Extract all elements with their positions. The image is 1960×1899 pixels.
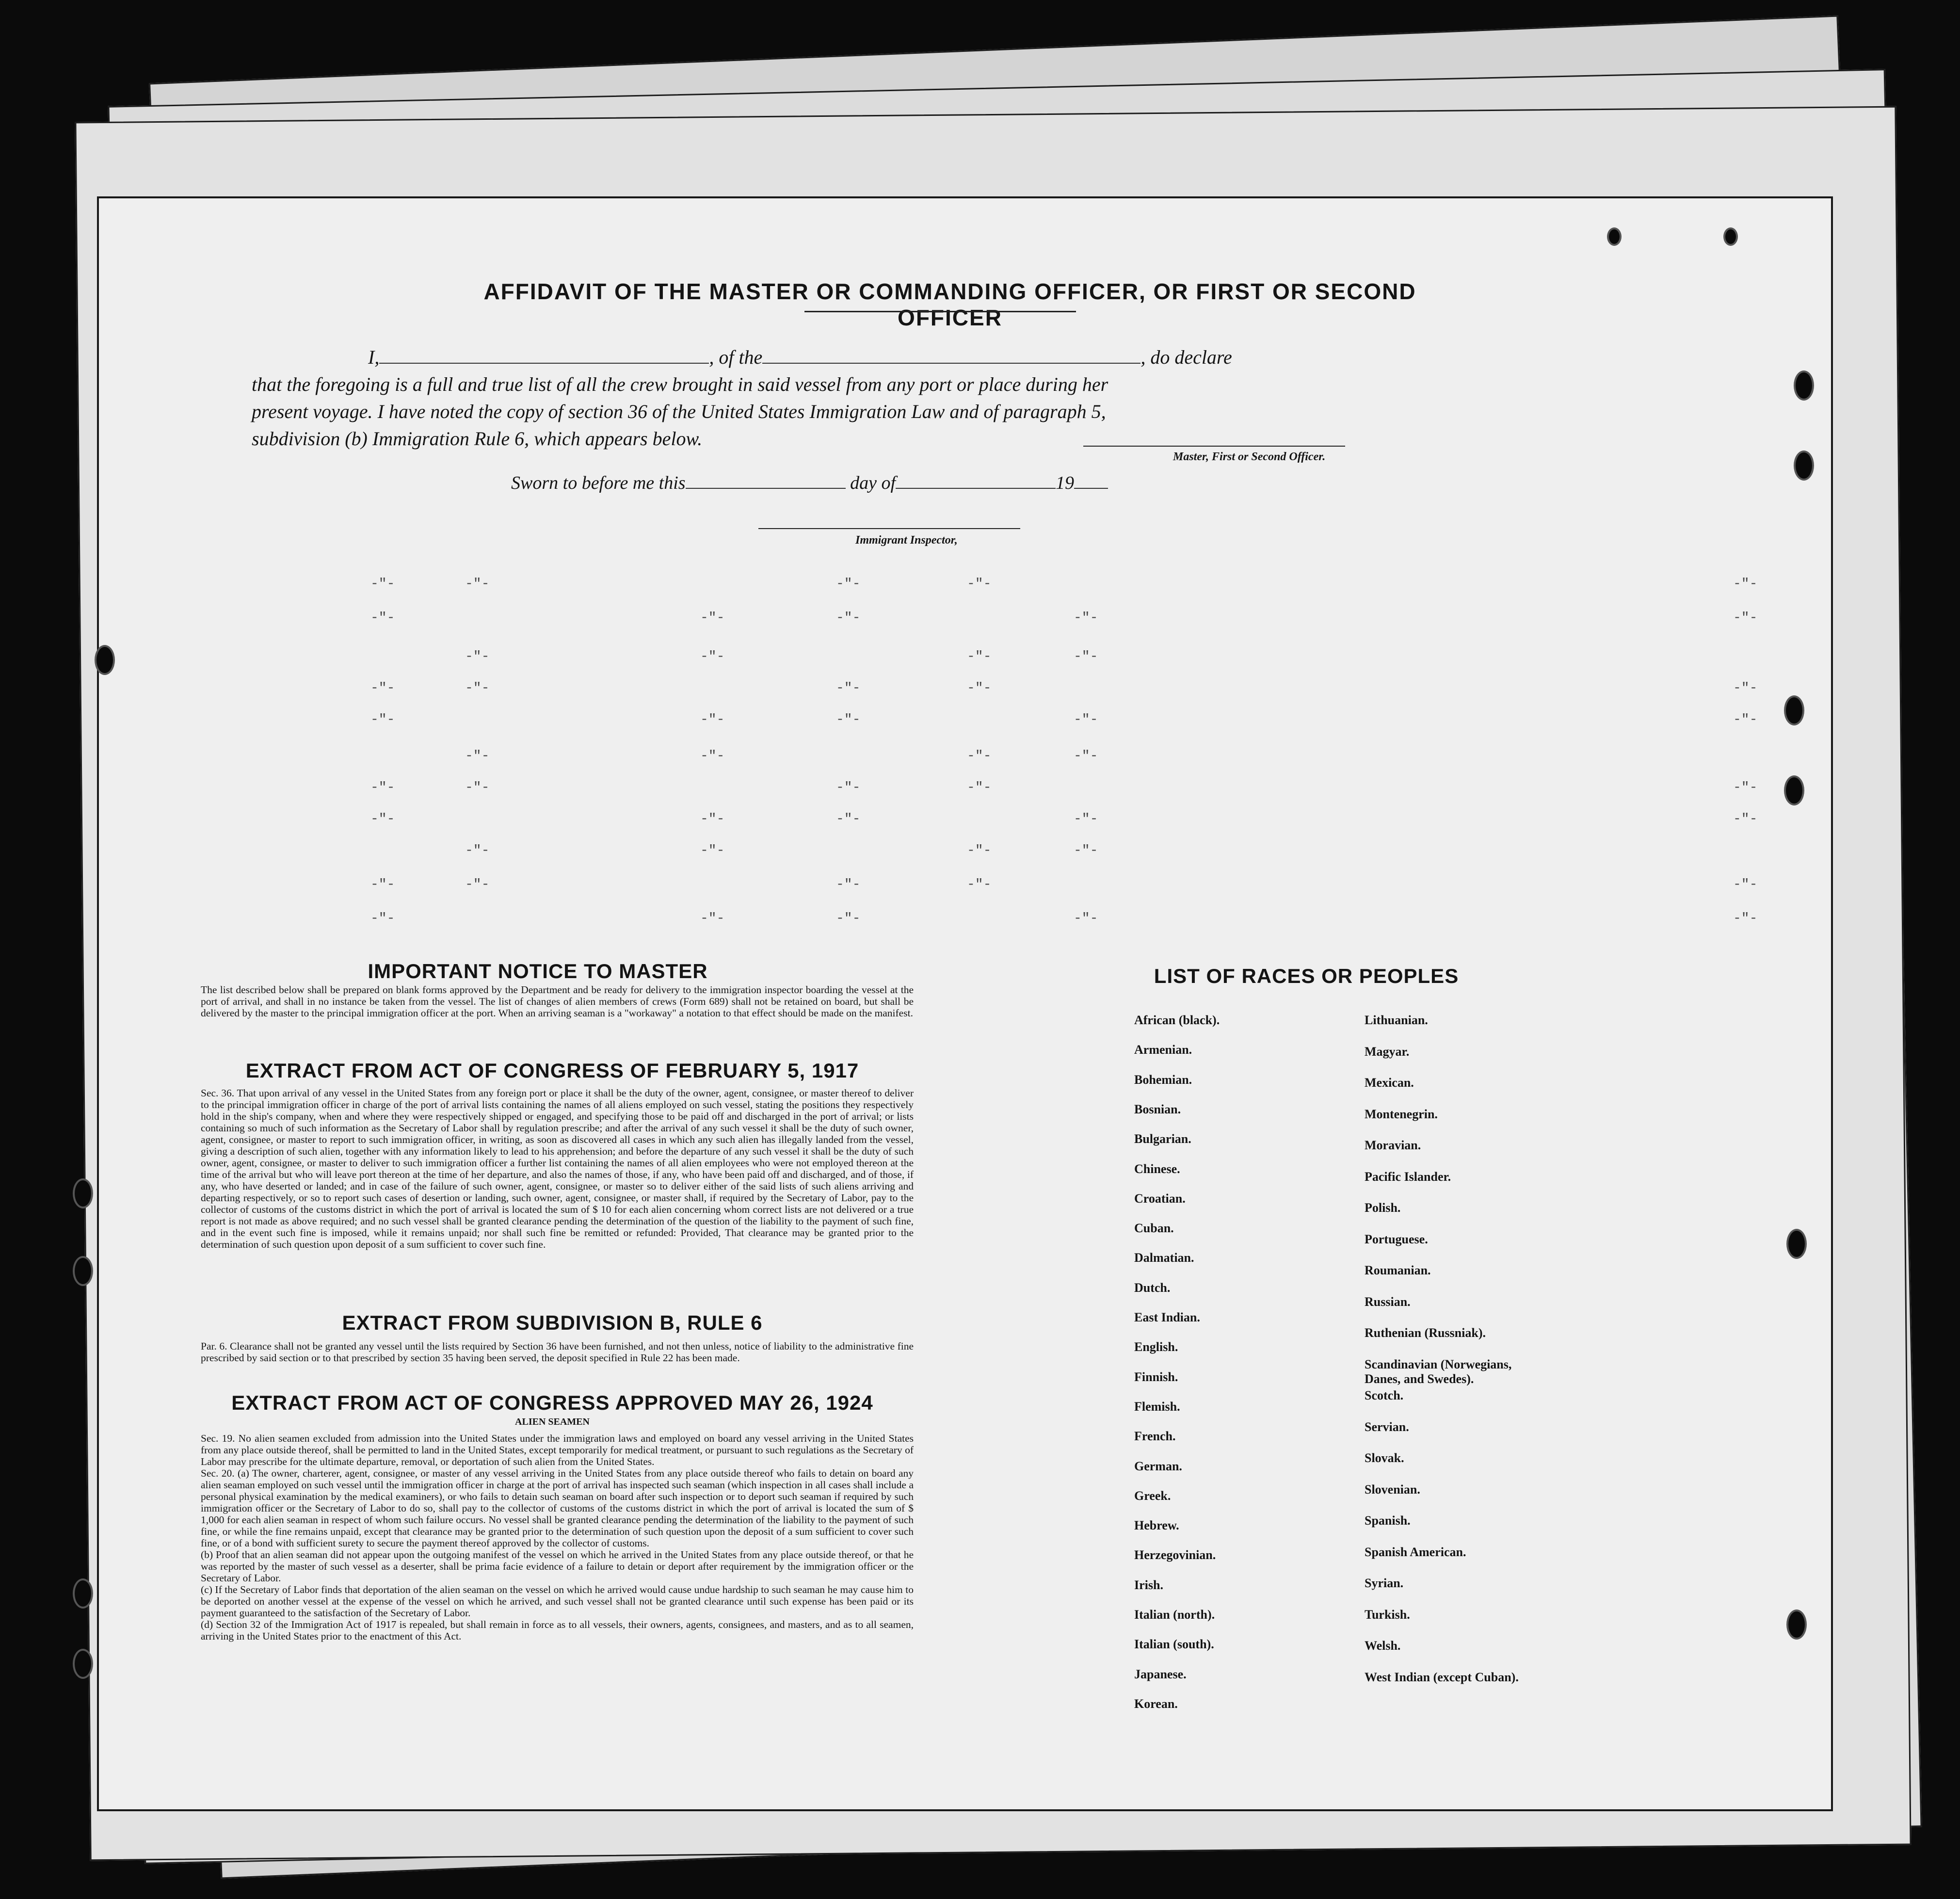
extract-1917-body: Sec. 36. That upon arrival of any vessel in the United States from any foreign port or place it shall be the duty of the owner, agent, consignee, or master thereof to deliver to the principal immigration officer in charge of the port of arrival lists containing the names of all aliens employed on such vessel, stating the positions they respectively hold in the ship's company, when and where they were respectively shipped or engaged, and specifying those to be paid off and discharged in the port of arrival; or lists containing so much of such information as the Secretary of Labor shall by regulation prescribe; and after the arrival of any such vessel it shall be the duty of such owner, agent, consignee, or master to report to such immigration officer, in writing, as soon as discovered all cases in which any such alien has illegally landed from the vessel, giving a description of such alien, together with any information likely to lead to his apprehension; and before the departure of any such vessel it shall be the duty of such owner, agent, consignee, or master to deliver to such immigration officer a further list containing the names of all alien employees who were not employed thereon at the time of the arrival but who will leave port thereon at the time of her departure, and also the names of those, if any, who have been paid off and discharged, and of those, if any, who have deserted or landed; and in case of the failure of such owner, agent, consignee, or master so to deliver either of the said lists of such aliens arriving and departing respectively, or so to report such cases of desertion or landing, such owner, agent, consignee, or master shall, if required by the Secretary of Labor, pay to the collector of customs of the customs district in which the port of arrival is located the sum of $ 10 for each alien concerning whom correct lists are not delivered or a true report is not made as above required; and no such vessel shall be granted clearance pending the determination of the question of the liability to the payment of such fine, and in the event such fine is imposed, while it remains unpaid; nor shall such fine be remitted or refunded: Provided, That clearance may be granted prior to the determination of such question upon deposit of a sum sufficient to cover such fine. xyxy=(201,1087,914,1250)
race-left-item: African (black). xyxy=(1134,1013,1220,1027)
affidavit-line-3: present voyage. I have noted the copy of section 36 of the United States Immigration Law and of paragraph 5, xyxy=(252,401,1106,422)
sec-19: Sec. 19. No alien seamen excluded from admission into the United States under the immigration laws and employed on board any vessel arriving in the United States from any place outside thereof, shall be permitted to land in the United States, except temporarily for medical treatment, or pursuant to such regulations as the Secretary of Labor may prescribe for the ultimate departure, removal, or deportation of such alien from the United States. xyxy=(201,1432,914,1467)
extract-1924-subtitle: ALIEN SEAMEN xyxy=(515,1416,590,1427)
race-right-item: Roumanian. xyxy=(1365,1263,1431,1277)
ditto-mark: -"- xyxy=(836,780,861,795)
ditto-mark: -"- xyxy=(465,877,490,892)
race-left-item: Italian (north). xyxy=(1134,1608,1215,1622)
ditto-mark: -"- xyxy=(967,843,992,858)
ditto-mark: -"- xyxy=(1733,877,1758,892)
extract-rule6-body: Par. 6. Clearance shall not be granted any vessel until the lists required by Section 36 have been furnished, and not then unless, notice of liability to the administrative fine prescribed by said section or to that prescribed by section 35 having been served, the deposit specified in Rule 22 has been made. xyxy=(201,1340,914,1364)
sworn-day-field[interactable] xyxy=(686,474,846,489)
ditto-mark: -"- xyxy=(1074,843,1098,858)
race-left-item: Greek. xyxy=(1134,1488,1171,1503)
notice-body: The list described below shall be prepared on blank forms approved by the Department and be ready for delivery to the immigration inspector boarding the vessel at the port of arrival, and shall in no instance be taken from the vessel. The list of changes of alien members of crews (Form 689) shall not be retained on board, but shall be delivered by the master to the principal immigration officer at the port. When an arriving seaman is a "workaway" a notation to that effect should be made on the manifest. xyxy=(201,984,914,1019)
ditto-mark: -"- xyxy=(700,712,725,727)
race-left-item: Finnish. xyxy=(1134,1369,1178,1384)
ditto-mark: -"- xyxy=(465,749,490,764)
races-title: LIST OF RACES OR PEOPLES xyxy=(1154,965,1459,987)
ditto-mark: -"- xyxy=(370,780,395,795)
name-field[interactable] xyxy=(379,345,709,364)
race-left-item: Armenian. xyxy=(1134,1043,1192,1057)
punch-hole xyxy=(1784,695,1804,725)
ditto-mark: -"- xyxy=(1733,812,1758,827)
race-left-item: German. xyxy=(1134,1459,1182,1473)
race-right-item: Scandinavian (Norwegians, Danes, and Swedes). xyxy=(1365,1357,1512,1386)
sworn-label: Sworn to before me this xyxy=(511,473,686,493)
ditto-mark: -"- xyxy=(700,649,725,664)
sec-20b: (b) Proof that an alien seaman did not appear upon the outgoing manifest of the vessel on which he arrived in the United States from any place outside thereof, or that he was reported by the master of such vessel as a deserter, shall be prima facie evidence of a failure to detain or deport after requirement by the immigration officer or the Secretary of Labor. xyxy=(201,1549,914,1584)
ditto-mark: -"- xyxy=(1074,812,1098,827)
race-right-item: Polish. xyxy=(1365,1201,1401,1215)
title-underline xyxy=(804,311,1076,312)
punch-hole xyxy=(1607,227,1622,246)
race-left-item: Flemish. xyxy=(1134,1399,1180,1414)
sec-20d: (d) Section 32 of the Immigration Act of 1917 is repealed, but shall remain in force as to all vessels, their owners, agents, consignees, and masters, and as to all seamen, arriving in the United States prior to the enactment of this Act. xyxy=(201,1619,914,1642)
race-left-item: Bosnian. xyxy=(1134,1102,1181,1116)
ditto-mark: -"- xyxy=(1074,911,1098,926)
race-left-item: Dutch. xyxy=(1134,1280,1171,1295)
ditto-mark: -"- xyxy=(836,812,861,827)
year-label: 19 xyxy=(1056,473,1075,493)
of-the-label: , of the xyxy=(709,346,763,368)
affidavit-title: AFFIDAVIT OF THE MASTER OR COMMANDING OFFICER, OR FIRST OR SECOND OFFICER xyxy=(483,279,1416,330)
ditto-mark: -"- xyxy=(1074,712,1098,727)
ditto-mark: -"- xyxy=(1733,780,1758,795)
punch-hole xyxy=(95,645,115,675)
race-right-item: Montenegrin. xyxy=(1365,1107,1438,1121)
punch-hole xyxy=(1794,370,1814,401)
punch-hole xyxy=(1784,775,1804,805)
ditto-mark: -"- xyxy=(836,712,861,727)
race-right-item: Mexican. xyxy=(1365,1076,1414,1090)
ditto-mark: -"- xyxy=(836,577,861,592)
extract-1917-title: EXTRACT FROM ACT OF CONGRESS OF FEBRUARY 5, 1917 xyxy=(245,1059,859,1082)
ditto-mark: -"- xyxy=(1733,712,1758,727)
extract-1924-body xyxy=(201,1432,914,1642)
race-left-item: Bulgarian. xyxy=(1134,1132,1191,1146)
race-left-item: Cuban. xyxy=(1134,1221,1174,1236)
ditto-mark: -"- xyxy=(370,577,395,592)
punch-hole xyxy=(73,1578,93,1609)
ditto-mark: -"- xyxy=(967,780,992,795)
ditto-mark: -"- xyxy=(1074,749,1098,764)
ditto-mark: -"- xyxy=(465,780,490,795)
ditto-mark: -"- xyxy=(967,877,992,892)
notice-title: IMPORTANT NOTICE TO MASTER xyxy=(368,960,708,982)
race-right-item: Slovak. xyxy=(1365,1451,1404,1465)
sec-20c: (c) If the Secretary of Labor finds that deportation of the alien seaman on the vessel on which he arrived would cause undue hardship to such seaman he may cause him to be deported on another vessel at the expense of the vessel on which he arrived, and such vessel shall not be granted clearance until such expense has been paid or its payment guaranteed to the satisfaction of the Secretary of Labor. xyxy=(201,1584,914,1619)
ditto-mark: -"- xyxy=(967,577,992,592)
ditto-mark: -"- xyxy=(465,577,490,592)
inspector-signature-line[interactable] xyxy=(758,528,1020,529)
race-right-item: Moravian. xyxy=(1365,1138,1421,1152)
punch-hole xyxy=(1794,451,1814,481)
race-right-item: Lithuanian. xyxy=(1365,1013,1428,1027)
race-left-item: Korean. xyxy=(1134,1696,1178,1711)
ditto-mark: -"- xyxy=(370,712,395,727)
race-right-item: Spanish. xyxy=(1365,1513,1411,1528)
race-right-item: Slovenian. xyxy=(1365,1482,1420,1497)
race-right-item: Magyar. xyxy=(1365,1044,1410,1059)
race-right-item: Turkish. xyxy=(1365,1607,1410,1622)
ditto-mark: -"- xyxy=(1733,911,1758,926)
extract-1924-title: EXTRACT FROM ACT OF CONGRESS APPROVED MAY 26, 1924 xyxy=(231,1391,873,1414)
ditto-mark: -"- xyxy=(1074,649,1098,664)
ditto-mark: -"- xyxy=(465,681,490,696)
punch-hole xyxy=(73,1178,93,1208)
ditto-mark: -"- xyxy=(967,649,992,664)
race-right-item: Syrian. xyxy=(1365,1576,1404,1590)
ditto-mark: -"- xyxy=(836,911,861,926)
race-left-item: East Indian. xyxy=(1134,1310,1200,1324)
race-right-item: Ruthenian (Russniak). xyxy=(1365,1326,1486,1340)
race-right-item: Portuguese. xyxy=(1365,1232,1428,1246)
affidavit-line-1 xyxy=(368,344,1483,371)
race-right-item: Spanish American. xyxy=(1365,1545,1466,1559)
race-left-item: Irish. xyxy=(1134,1577,1163,1592)
affidavit-i-label: I, xyxy=(368,346,380,368)
ditto-mark: -"- xyxy=(370,611,395,626)
ditto-mark: -"- xyxy=(1074,611,1098,626)
race-right-item: Welsh. xyxy=(1365,1639,1401,1653)
ditto-mark: -"- xyxy=(836,681,861,696)
affidavit-body xyxy=(252,344,1483,452)
sworn-month-field[interactable] xyxy=(896,474,1056,489)
ditto-mark: -"- xyxy=(700,611,725,626)
affidavit-line-2: that the foregoing is a full and true list of all the crew brought in said vessel from any port or place during her xyxy=(252,373,1109,395)
ditto-mark: -"- xyxy=(967,681,992,696)
punch-hole xyxy=(1786,1229,1807,1259)
ditto-mark: -"- xyxy=(370,877,395,892)
race-left-item: French. xyxy=(1134,1429,1176,1444)
ditto-mark: -"- xyxy=(465,649,490,664)
race-right-item: Servian. xyxy=(1365,1419,1409,1434)
ditto-mark: -"- xyxy=(1733,681,1758,696)
ditto-mark: -"- xyxy=(700,911,725,926)
ditto-mark: -"- xyxy=(700,749,725,764)
ditto-mark: -"- xyxy=(370,681,395,696)
race-left-item: Hebrew. xyxy=(1134,1518,1179,1533)
race-left-item: Herzegovinian. xyxy=(1134,1548,1216,1562)
ditto-mark: -"- xyxy=(967,749,992,764)
sworn-year-field[interactable] xyxy=(1074,474,1108,489)
race-left-item: Bohemian. xyxy=(1134,1072,1192,1087)
race-right-item: Scotch. xyxy=(1365,1388,1404,1402)
extract-rule6-title: EXTRACT FROM SUBDIVISION B, RULE 6 xyxy=(342,1311,763,1334)
ditto-mark: -"- xyxy=(836,611,861,626)
race-left-item: Dalmatian. xyxy=(1134,1251,1194,1265)
ditto-mark: -"- xyxy=(1733,577,1758,592)
day-of-label: day of xyxy=(850,473,896,493)
race-left-item: Croatian. xyxy=(1134,1191,1186,1206)
declare-label: , do declare xyxy=(1141,346,1232,368)
affidavit-line-4: subdivision (b) Immigration Rule 6, which appears below. xyxy=(252,428,703,450)
ditto-mark: -"- xyxy=(370,911,395,926)
master-signature-line[interactable] xyxy=(1083,446,1345,447)
ditto-mark: -"- xyxy=(465,843,490,858)
race-left-item: Italian (south). xyxy=(1134,1637,1214,1652)
sworn-line xyxy=(511,472,1108,494)
punch-hole xyxy=(73,1256,93,1286)
race-right-item: Russian. xyxy=(1365,1294,1411,1309)
ditto-mark: -"- xyxy=(836,877,861,892)
ditto-mark: -"- xyxy=(700,843,725,858)
manifest-page xyxy=(97,196,1833,1811)
race-right-item: Pacific Islander. xyxy=(1365,1169,1451,1184)
ditto-mark: -"- xyxy=(370,812,395,827)
race-left-item: English. xyxy=(1134,1340,1178,1354)
inspector-label: Immigrant Inspector, xyxy=(855,534,958,547)
punch-hole xyxy=(1786,1609,1807,1640)
punch-hole xyxy=(73,1649,93,1679)
race-left-item: Japanese. xyxy=(1134,1667,1187,1681)
master-signature-label: Master, First or Second Officer. xyxy=(1173,451,1326,463)
race-right-item: West Indian (except Cuban). xyxy=(1365,1670,1519,1684)
ditto-mark: -"- xyxy=(700,812,725,827)
vessel-field[interactable] xyxy=(762,345,1141,364)
punch-hole xyxy=(1723,227,1738,246)
sec-20a: Sec. 20. (a) The owner, charterer, agent, consignee, or master of any vessel arriving in the United States from any place outside thereof who fails to detain on board any alien seaman employed on such vessel until the immigration officer in charge at the port of arrival has inspected such seaman (which inspection in all cases shall include a personal physical examination by the medical examiners), or who fails to detain such seaman on board after such inspection or to deport such seaman if required by such immigration officer or the Secretary of Labor to do so, shall pay to the collector of customs of the customs district in which the port of arrival is located the sum of $ 1,000 for each alien seaman in respect of whom such failure occurs. No vessel shall be granted clearance pending the determination of the liability to the payment of such fine, or while the fine remains unpaid, except that clearance may be granted prior to the determination of such question upon the deposit of a sum sufficient to cover such fine, or of a bond with sufficient surety to secure the payment thereof approved by the collector of customs. xyxy=(201,1467,914,1549)
ditto-mark: -"- xyxy=(1733,611,1758,626)
race-left-item: Chinese. xyxy=(1134,1161,1180,1176)
